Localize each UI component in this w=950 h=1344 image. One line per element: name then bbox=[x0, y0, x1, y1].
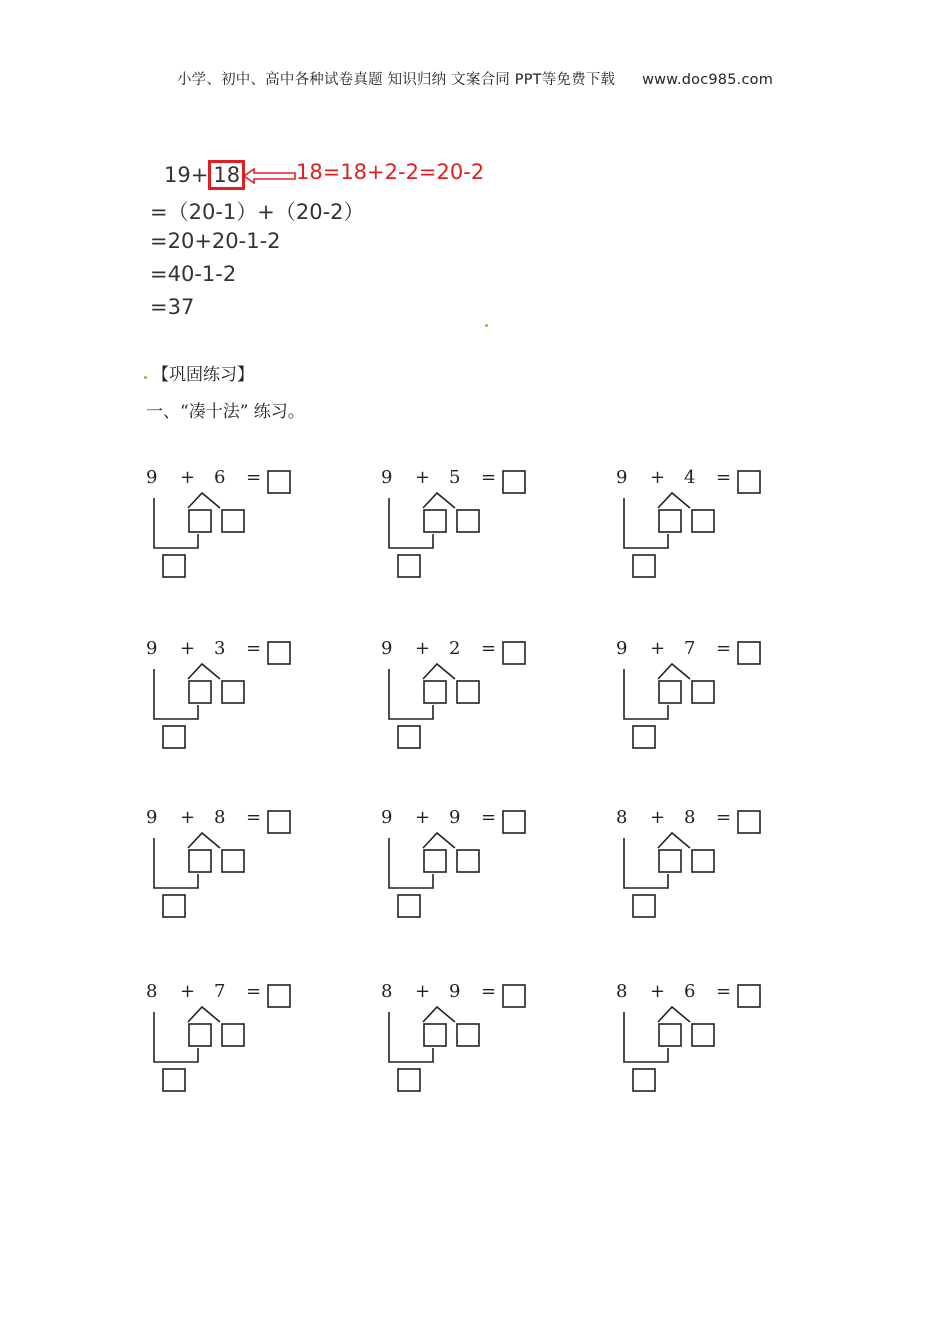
section-subtitle: 一、“凑十法” 练习。 bbox=[146, 402, 305, 422]
answer-box[interactable] bbox=[268, 811, 290, 833]
addend-a: 9 bbox=[146, 807, 158, 828]
split-box-left[interactable] bbox=[189, 681, 211, 703]
addend-b: 6 bbox=[214, 467, 226, 488]
addend-b: 7 bbox=[684, 638, 696, 659]
addend-b: 8 bbox=[214, 807, 226, 828]
practice-problem bbox=[146, 639, 296, 764]
split-box-right[interactable] bbox=[457, 1024, 479, 1046]
step-2: =20+20-1-2 bbox=[150, 229, 281, 253]
addend-a: 8 bbox=[146, 981, 158, 1002]
stray-dot bbox=[144, 376, 147, 379]
answer-box[interactable] bbox=[738, 985, 760, 1007]
ten-sum-box[interactable] bbox=[633, 555, 655, 577]
split-branch-lines bbox=[188, 1007, 220, 1022]
answer-box[interactable] bbox=[503, 985, 525, 1007]
decomposition-diagram bbox=[146, 982, 296, 1107]
decomposition-diagram bbox=[146, 808, 296, 933]
highlighted-number: 18 bbox=[213, 163, 241, 187]
practice-problem bbox=[381, 468, 531, 593]
split-branch-lines bbox=[423, 664, 455, 679]
decomposition-diagram bbox=[616, 468, 766, 593]
addend-a: 9 bbox=[146, 638, 158, 659]
ten-sum-box[interactable] bbox=[398, 555, 420, 577]
addend-a: 9 bbox=[616, 467, 628, 488]
equals-sign: = bbox=[481, 807, 497, 828]
addend-a: 8 bbox=[616, 981, 628, 1002]
decomposition-diagram bbox=[146, 639, 296, 764]
split-box-right[interactable] bbox=[457, 510, 479, 532]
plus-sign: + bbox=[650, 807, 666, 828]
answer-box[interactable] bbox=[503, 471, 525, 493]
split-box-right[interactable] bbox=[692, 1024, 714, 1046]
split-box-left[interactable] bbox=[189, 1024, 211, 1046]
answer-box[interactable] bbox=[738, 642, 760, 664]
split-branch-lines bbox=[658, 1007, 690, 1022]
split-branch-lines bbox=[188, 493, 220, 508]
ten-sum-box[interactable] bbox=[163, 895, 185, 917]
practice-problem bbox=[146, 808, 296, 933]
split-branch-lines bbox=[658, 833, 690, 848]
ten-sum-box[interactable] bbox=[398, 1069, 420, 1091]
equals-sign: = bbox=[716, 467, 732, 488]
addend-b: 4 bbox=[684, 467, 696, 488]
plus-sign: + bbox=[415, 467, 431, 488]
addend-a: 9 bbox=[146, 467, 158, 488]
addend-a: 9 bbox=[381, 638, 393, 659]
split-box-right[interactable] bbox=[222, 850, 244, 872]
addend-b: 9 bbox=[449, 807, 461, 828]
decomposition-diagram bbox=[616, 982, 766, 1107]
addend-b: 9 bbox=[449, 981, 461, 1002]
split-box-left[interactable] bbox=[424, 510, 446, 532]
split-branch-lines bbox=[658, 664, 690, 679]
ten-sum-box[interactable] bbox=[633, 726, 655, 748]
split-box-left[interactable] bbox=[424, 681, 446, 703]
answer-box[interactable] bbox=[268, 985, 290, 1007]
split-box-right[interactable] bbox=[692, 850, 714, 872]
answer-box[interactable] bbox=[503, 642, 525, 664]
addend-b: 3 bbox=[214, 638, 226, 659]
decomposition-diagram bbox=[381, 468, 531, 593]
equals-sign: = bbox=[246, 638, 262, 659]
split-branch-lines bbox=[423, 833, 455, 848]
example-prefix: 19+ bbox=[164, 163, 209, 187]
practice-problem bbox=[381, 808, 531, 933]
split-box-left[interactable] bbox=[659, 510, 681, 532]
addend-a: 9 bbox=[381, 807, 393, 828]
equals-sign: = bbox=[246, 981, 262, 1002]
addend-a: 8 bbox=[616, 807, 628, 828]
left-arrow-icon bbox=[242, 168, 297, 184]
practice-problem bbox=[146, 982, 296, 1107]
addend-b: 8 bbox=[684, 807, 696, 828]
equals-sign: = bbox=[246, 467, 262, 488]
decomposition-diagram bbox=[381, 982, 531, 1107]
practice-problem bbox=[616, 639, 766, 764]
plus-sign: + bbox=[180, 807, 196, 828]
section-title: 【巩固练习】 bbox=[152, 365, 254, 385]
equals-sign: = bbox=[481, 981, 497, 1002]
plus-sign: + bbox=[650, 467, 666, 488]
addend-a: 9 bbox=[381, 467, 393, 488]
split-box-left[interactable] bbox=[189, 850, 211, 872]
page-header bbox=[0, 68, 950, 89]
addend-b: 6 bbox=[684, 981, 696, 1002]
step-4: =37 bbox=[150, 295, 195, 319]
equals-sign: = bbox=[716, 807, 732, 828]
answer-box[interactable] bbox=[738, 471, 760, 493]
equals-sign: = bbox=[246, 807, 262, 828]
addend-a: 9 bbox=[616, 638, 628, 659]
plus-sign: + bbox=[415, 981, 431, 1002]
answer-box[interactable] bbox=[268, 642, 290, 664]
split-box-right[interactable] bbox=[692, 510, 714, 532]
split-box-right[interactable] bbox=[692, 681, 714, 703]
decomposition-diagram bbox=[381, 639, 531, 764]
split-box-left[interactable] bbox=[659, 850, 681, 872]
plus-sign: + bbox=[180, 981, 196, 1002]
split-branch-lines bbox=[423, 493, 455, 508]
answer-box[interactable] bbox=[503, 811, 525, 833]
plus-sign: + bbox=[650, 981, 666, 1002]
split-box-right[interactable] bbox=[222, 1024, 244, 1046]
plus-sign: + bbox=[180, 638, 196, 659]
addend-b: 2 bbox=[449, 638, 461, 659]
split-box-right[interactable] bbox=[457, 850, 479, 872]
ten-sum-box[interactable] bbox=[163, 726, 185, 748]
split-box-right[interactable] bbox=[222, 510, 244, 532]
ten-sum-box[interactable] bbox=[163, 1069, 185, 1091]
addend-b: 5 bbox=[449, 467, 461, 488]
addend-b: 7 bbox=[214, 981, 226, 1002]
step-3: =40-1-2 bbox=[150, 262, 237, 286]
practice-problem bbox=[381, 639, 531, 764]
split-branch-lines bbox=[423, 1007, 455, 1022]
ten-sum-box[interactable] bbox=[633, 1069, 655, 1091]
highlighted-number-box bbox=[208, 160, 245, 190]
plus-sign: + bbox=[180, 467, 196, 488]
answer-box[interactable] bbox=[738, 811, 760, 833]
ten-sum-box[interactable] bbox=[398, 726, 420, 748]
plus-sign: + bbox=[415, 807, 431, 828]
ten-sum-box[interactable] bbox=[398, 895, 420, 917]
addend-a: 8 bbox=[381, 981, 393, 1002]
equals-sign: = bbox=[716, 981, 732, 1002]
decomposition-diagram bbox=[381, 808, 531, 933]
header-text: 小学、初中、高中各种试卷真题 知识归纳 文案合同 PPT等免费下载 bbox=[176, 72, 616, 88]
decomposition-text: 18=18+2-2=20-2 bbox=[296, 160, 485, 184]
split-box-left[interactable] bbox=[424, 850, 446, 872]
equals-sign: = bbox=[481, 467, 497, 488]
split-box-right[interactable] bbox=[222, 681, 244, 703]
header-url[interactable]: www.doc985.com bbox=[642, 72, 774, 88]
split-branch-lines bbox=[658, 493, 690, 508]
split-box-left[interactable] bbox=[424, 1024, 446, 1046]
practice-problem bbox=[381, 982, 531, 1107]
plus-sign: + bbox=[650, 638, 666, 659]
decomposition-diagram bbox=[616, 808, 766, 933]
decomposition-diagram bbox=[616, 639, 766, 764]
ten-sum-box[interactable] bbox=[163, 555, 185, 577]
ten-sum-box[interactable] bbox=[633, 895, 655, 917]
worked-example-line-1 bbox=[164, 160, 245, 190]
step-1: =（20-1）+（20-2） bbox=[150, 200, 365, 224]
practice-problem bbox=[146, 468, 296, 593]
split-branch-lines bbox=[188, 664, 220, 679]
equals-sign: = bbox=[481, 638, 497, 659]
plus-sign: + bbox=[415, 638, 431, 659]
split-box-left[interactable] bbox=[659, 1024, 681, 1046]
stray-dot bbox=[485, 324, 488, 327]
practice-problem bbox=[616, 808, 766, 933]
practice-problem bbox=[616, 468, 766, 593]
split-branch-lines bbox=[188, 833, 220, 848]
split-box-right[interactable] bbox=[457, 681, 479, 703]
split-box-left[interactable] bbox=[189, 510, 211, 532]
equals-sign: = bbox=[716, 638, 732, 659]
practice-problem bbox=[616, 982, 766, 1107]
decomposition-diagram bbox=[146, 468, 296, 593]
split-box-left[interactable] bbox=[659, 681, 681, 703]
answer-box[interactable] bbox=[268, 471, 290, 493]
